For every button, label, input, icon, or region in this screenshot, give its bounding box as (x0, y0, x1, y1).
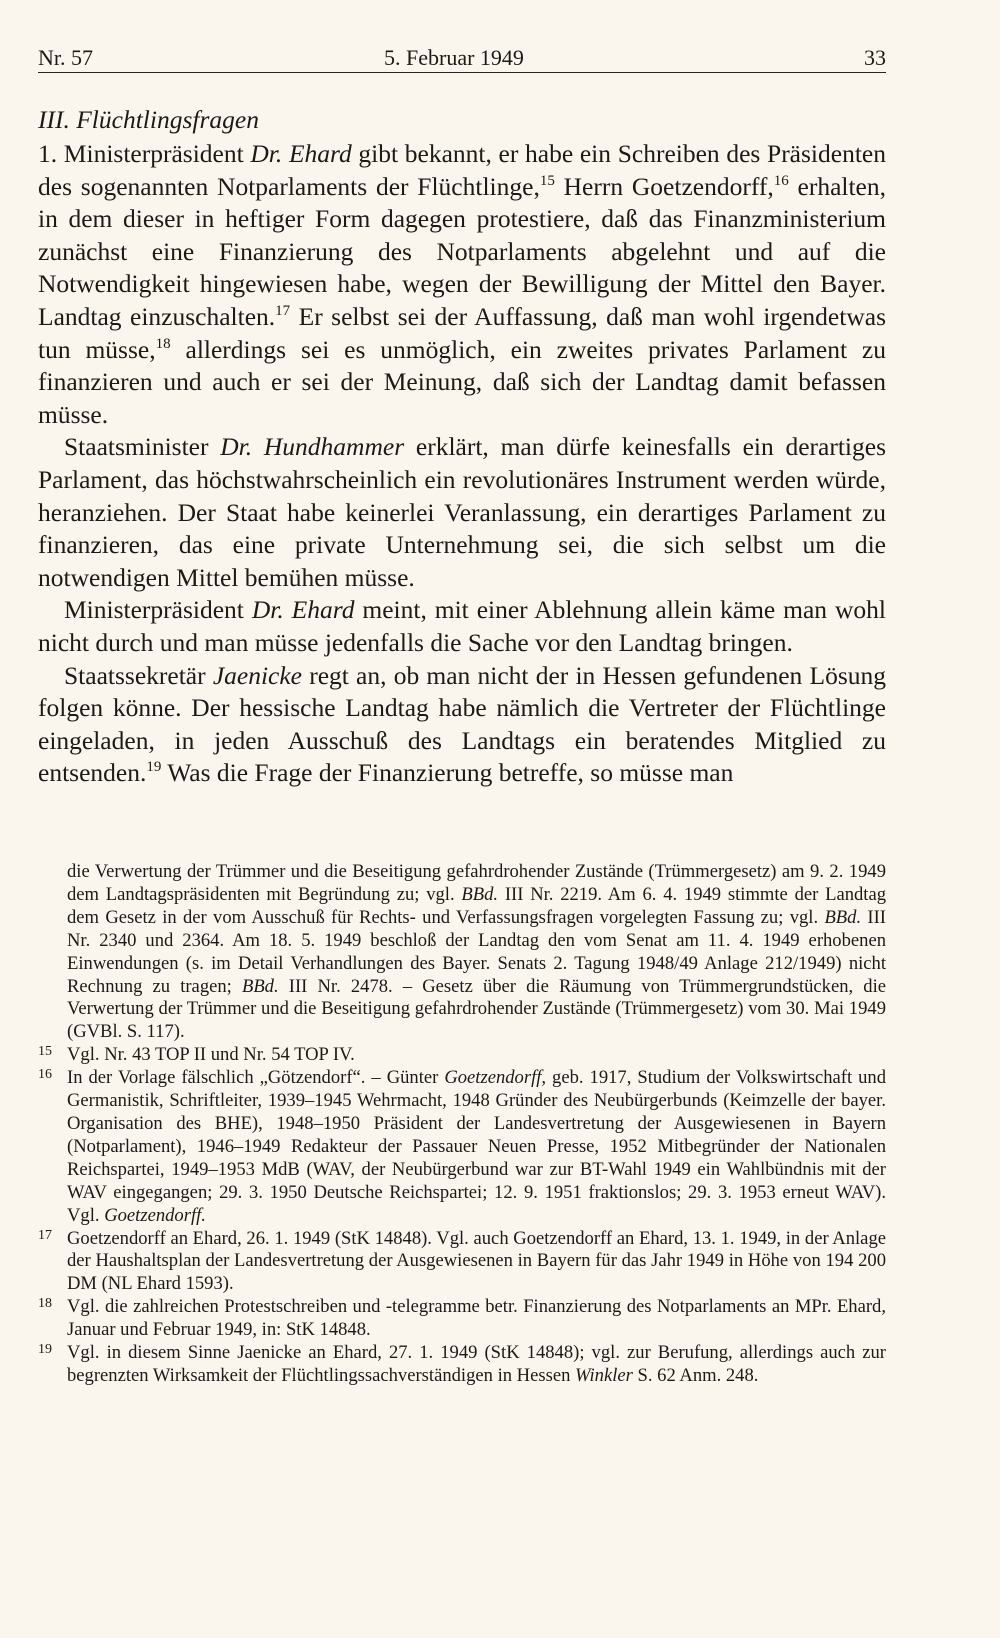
footnote-15 (38, 1044, 886, 1067)
footnote-number: 17 (38, 1227, 52, 1243)
paragraph-1 (38, 138, 886, 431)
footnote-ref-19[interactable]: 19 (146, 759, 162, 776)
footnote-number: 15 (38, 1044, 52, 1060)
footnote-ref-15[interactable]: 15 (539, 172, 555, 189)
text-run: Vgl. die zahlreichen Protestschreiben und -telegramme betr. Finanzierung des Notparlaments an MPr. Ehard, Januar und Februar 1949, in: StK 14848. (67, 1296, 886, 1341)
section-heading: III. Flüchtlingsfragen (38, 105, 259, 134)
text-run: erhalten, in dem dieser in heftiger Form dagegen protestiere, daß das Finanzministerium zunächst eine Finanzierung des Notparlaments abgelehnt und auf die Notwendigkeit hingewiesen habe, wegen der Bewilligung der Mittel den Bayer. Landtag einzuschalten. (38, 171, 886, 331)
text-run: regt an, ob man nicht der in Hessen gefundenen Lösung folgen könne. Der hessische Landtag habe nämlich die Vertreter der Flüchtlinge eingeladen, in jeden Ausschuß des Landtags ein beratendes Mitglied zu entsenden. (38, 660, 886, 788)
person-name: Dr. Ehard (250, 139, 352, 168)
paragraph-2 (38, 431, 886, 594)
text-run: Staatssekretär (64, 660, 213, 690)
page-number: 33 (864, 45, 886, 70)
text-run: allerdings sei es unmöglich, ein zweites privates Parlament zu finanzieren und auch er sei der Meinung, daß sich der Landtag damit befassen müsse. (38, 334, 886, 429)
footnote-ref-18[interactable]: 18 (155, 335, 171, 352)
text-run: III Nr. 2219. Am 6. 4. 1949 stimmte der Landtag dem Gesetz in der vom Ausschuß für Rechts- und Verfassungsfragen vorgelegten Fassung zu; vgl. (67, 883, 887, 928)
footnote-number: 19 (38, 1342, 52, 1358)
text-run: Er selbst sei der Auffassung, daß man wohl irgendetwas tun müsse, (38, 301, 886, 364)
paragraph-4 (38, 660, 886, 790)
text-run: Ministerpräsident (64, 595, 252, 625)
text-run: Goetzendorff an Ehard, 26. 1. 1949 (StK 14848). Vgl. auch Goetzendorff an Ehard, 13. 1. 1949, in der Anlage der Haushaltsplan der Landesvertretung der Ausgewiesenen in Bayern für das Jahr 1949 in Höhe von 194 200 DM (NL Ehard 1593). (67, 1227, 886, 1295)
text-run: Vgl. in diesem Sinne Jaenicke an Ehard, 27. 1. 1949 (StK 14848); vgl. zur Berufung, allerdings auch zur begrenzten Wirksamkeit der Flüchtlingssachverständigen in Hessen (67, 1342, 886, 1386)
text-run: die Verwertung der Trümmer und die Beseitigung gefahrdrohender Zustände (Trümmergesetz) am 9. 2. 1949 dem Landtagspräsidenten mit Begründung zu; vgl. (67, 861, 886, 905)
paragraph-3 (38, 594, 886, 659)
text-run: Vgl. Nr. 43 TOP II und Nr. 54 TOP IV. (67, 1044, 355, 1066)
footnote-number: 16 (38, 1067, 52, 1083)
session-date: 5. Februar 1949 (384, 45, 524, 70)
person-name: Dr. Ehard (251, 595, 355, 625)
text-run: erklärt, man dürfe keinesfalls ein derartiges Parlament, das höchstwahrscheinlich ein revolutionäres Instrument werden würde, heranziehen. Der Staat habe keinerlei Veranlassung, ein derartiges Parlament zu finanzieren, das eine private Unternehmung sei, die sich selbst um die notwendigen Mittel bemühen müsse. (38, 432, 887, 592)
text-run: 1. Ministerpräsident (38, 139, 251, 168)
text-run: Herrn Goetzendorff, (554, 171, 774, 201)
footnotes-section (38, 861, 886, 1388)
text-run: gibt bekannt, er habe ein Schreiben des Präsidenten des sogenannten Notparlaments der Flüchtlinge, (38, 139, 886, 201)
text-run: Was die Frage der Finanzierung betreffe, so müsse man (161, 758, 734, 788)
footnote-16 (38, 1067, 886, 1227)
source-ref: BBd. (824, 906, 862, 928)
footnote-continuation (38, 861, 886, 1044)
footnote-number: 18 (38, 1296, 52, 1312)
source-ref: Winkler (575, 1364, 633, 1386)
text-run: geb. 1917, Studium der Volkswirtschaft und Germanistik, Schriftleiter, 1939–1945 Wehrmacht, 1948 Gründer des Neubürgerbunds (Keimzelle der bayer. Organisation des BHE), 1948–1950 Präsident der Landesvertretung der Ausgewiesenen in Bayern (Notparlament), 1946–1949 Redakteur der Passauer Neuen Presse, 1952 Mitbegründer der Nationalen Reichspartei, 1949–1953 MdB (WAV, der Neubürgerbund war zur BT-Wahl 1949 ein Wahlbündnis mit der WAV eingegangen; 29. 3. 1950 Deutsche Reichspartei; 12. 9. 1951 fraktionslos; 29. 3. 1953 erneut WAV). Vgl. (67, 1067, 886, 1226)
text-run: III Nr. 2478. – Gesetz über die Räumung von Trümmergrundstücken, die Verwertung der Trümmer und die Beseitigung gefahrdrohender Zustände (Trümmergesetz) vom 30. Mai 1949 (GVBl. S. 117). (67, 975, 886, 1043)
running-head (38, 40, 886, 73)
source-ref: BBd. (461, 883, 499, 905)
source-ref: BBd. (241, 975, 279, 997)
source-ref: Goetzendorff. (104, 1204, 206, 1226)
text-run: III Nr. 2340 und 2364. Am 18. 5. 1949 beschloß der Landtag den vom Senat am 11. 4. 1949 erhobenen Einwendungen (s. im Detail Verhandlungen des Bayer. Senats 2. Tagung 1948/49 Anlage 212/1949) nicht Rechnung zu tragen; (67, 906, 886, 997)
main-text (38, 104, 886, 790)
text-run: S. 62 Anm. 248. (632, 1364, 759, 1386)
footnote-17 (38, 1228, 886, 1297)
person-name: Jaenicke (212, 660, 302, 690)
person-name: Goetzendorff, (444, 1067, 547, 1089)
footnote-18 (38, 1296, 886, 1342)
text-run: In der Vorlage fälschlich „Götzendorf“. – Günter (67, 1067, 445, 1089)
footnote-ref-17[interactable]: 17 (275, 302, 291, 319)
text-run: Staatsminister (64, 432, 221, 462)
footnote-ref-16[interactable]: 16 (773, 172, 789, 189)
document-number: Nr. 57 (38, 45, 93, 70)
person-name: Dr. Hundhammer (220, 432, 405, 462)
footnote-19 (38, 1342, 886, 1388)
text-run: meint, mit einer Ablehnung allein käme man wohl nicht durch und man müsse jedenfalls die Sache vor den Landtag bringen. (38, 595, 886, 657)
